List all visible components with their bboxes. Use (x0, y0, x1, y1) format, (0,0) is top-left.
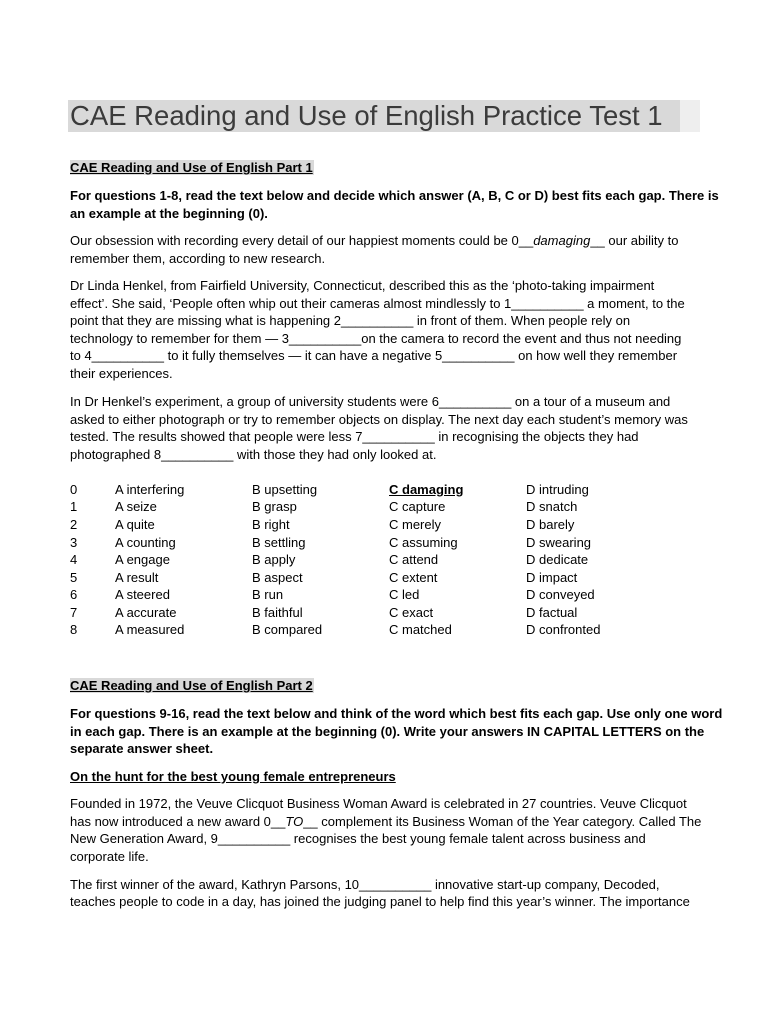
option-c: C capture (389, 499, 446, 514)
part1-paragraph-line: Dr Linda Henkel, from Fairfield University, Connecticut, described this as the ‘photo-taking impairment (70, 278, 655, 293)
part2-heading-line (70, 677, 702, 695)
part1-paragraph-line: to 4__________ to it fully themselves — it can have a negative 5__________ on how well they remember (70, 348, 678, 363)
part2-instructions-line: For questions 9-16, read the text below and think of the word which best fits each gap. Use only one word (70, 706, 723, 721)
option-b: B settling (252, 535, 306, 550)
question-number: 4 (70, 552, 78, 567)
document-title-block (68, 100, 700, 132)
example-answer: TO (285, 814, 304, 829)
option-c: C merely (389, 517, 442, 532)
question-number: 1 (70, 499, 78, 514)
example-answer: damaging (533, 233, 591, 248)
part1-paragraph-line (70, 232, 702, 250)
option-b: B run (252, 587, 284, 602)
options-row (70, 621, 670, 639)
options-row (70, 498, 670, 516)
option-a: A steered (115, 587, 170, 602)
text-segment: __ complement its Business Woman of the Year category. Called The (303, 814, 702, 829)
option-a: A seize (115, 499, 157, 514)
option-c-correct: C damaging (389, 482, 464, 497)
part1-paragraph-line: point that they are missing what is happening 2__________ in front of them. When people rely on (70, 313, 631, 328)
option-c: C exact (389, 605, 434, 620)
option-b: B grasp (252, 499, 297, 514)
part2-paragraph-line: corporate life. (70, 849, 149, 864)
part1-paragraph-line: effect’. She said, ‘People often whip out their cameras almost mindlessly to 1__________ a moment, to the (70, 296, 685, 311)
option-d: D conveyed (526, 587, 595, 602)
part2-paragraph-line: New Generation Award, 9__________ recognises the best young female talent across business and (70, 831, 646, 846)
part1-paragraph-line: remember them, according to new research. (70, 251, 326, 266)
option-b: B apply (252, 552, 296, 567)
text-segment: has now introduced a new award 0__ (70, 814, 286, 829)
option-d: D snatch (526, 499, 578, 514)
document-title: CAE Reading and Use of English Practice Test 1 (70, 100, 663, 131)
part2-paragraph-line: teaches people to code in a day, has joined the judging panel to help find this year’s winner. The importance (70, 894, 690, 909)
option-d: D swearing (526, 535, 592, 550)
options-row (70, 551, 670, 569)
option-d: D dedicate (526, 552, 589, 567)
article-title-line (70, 768, 702, 786)
option-d: D impact (526, 570, 578, 585)
option-d: D factual (526, 605, 578, 620)
part1-paragraph-line: tested. The results showed that people were less 7__________ in recognising the objects they had (70, 429, 639, 444)
option-d: D confronted (526, 622, 601, 637)
part2-paragraph-line: Founded in 1972, the Veuve Clicquot Business Woman Award is celebrated in 27 countries. Veuve Clicquot (70, 796, 687, 811)
part1-paragraph-line: their experiences. (70, 366, 173, 381)
part1-instructions-line: For questions 1-8, read the text below and decide which answer (A, B, C or D) best fits each gap. There is (70, 188, 719, 203)
question-number: 7 (70, 605, 78, 620)
question-number: 2 (70, 517, 78, 532)
option-a: A measured (115, 622, 185, 637)
text-segment: Our obsession with recording every detail of our happiest moments could be 0__ (70, 233, 534, 248)
options-row (70, 569, 670, 587)
option-a: A counting (115, 535, 176, 550)
article-title: On the hunt for the best young female entrepreneurs (70, 769, 396, 784)
option-b: B compared (252, 622, 323, 637)
question-number: 8 (70, 622, 78, 637)
question-number: 3 (70, 535, 78, 550)
option-c: C matched (389, 622, 452, 637)
option-b: B right (252, 517, 290, 532)
part1-paragraph-line: technology to remember for them — 3__________on the camera to record the event and thus not needing (70, 331, 682, 346)
part1-paragraph-line: asked to either photograph or try to remember objects on display. The next day each student’s memory was (70, 412, 688, 427)
question-number: 5 (70, 570, 78, 585)
option-b: B faithful (252, 605, 303, 620)
option-c: C led (389, 587, 420, 602)
option-a: A interfering (115, 482, 185, 497)
option-c: C assuming (389, 535, 458, 550)
part1-instructions-line: an example at the beginning (0). (70, 206, 268, 221)
option-d: D barely (526, 517, 575, 532)
part1-heading: CAE Reading and Use of English Part 1 (70, 160, 313, 175)
part2-instructions-line: separate answer sheet. (70, 741, 214, 756)
part1-heading-line (70, 159, 702, 177)
options-row (70, 586, 670, 604)
question-number: 6 (70, 587, 78, 602)
part2-paragraph-line: The first winner of the award, Kathryn Parsons, 10__________ innovative start-up company, Decoded, (70, 877, 660, 892)
options-row (70, 516, 670, 534)
part2-instructions-line: in each gap. There is an example at the beginning (0). Write your answers IN CAPITAL LETTERS on the (70, 724, 705, 739)
option-c: C attend (389, 552, 439, 567)
option-a: A quite (115, 517, 155, 532)
option-d: D intruding (526, 482, 589, 497)
part1-paragraph-line: In Dr Henkel’s experiment, a group of university students were 6__________ on a tour of a museum and (70, 394, 671, 409)
question-number: 0 (70, 482, 78, 497)
option-a: A accurate (115, 605, 177, 620)
options-row (70, 534, 670, 552)
option-a: A engage (115, 552, 170, 567)
option-b: B aspect (252, 570, 303, 585)
part2-heading: CAE Reading and Use of English Part 2 (70, 678, 313, 693)
part2-paragraph-line (70, 813, 702, 831)
text-segment: __ our ability to (590, 233, 679, 248)
options-row (70, 604, 670, 622)
option-c: C extent (389, 570, 438, 585)
options-row (70, 481, 670, 499)
option-b: B upsetting (252, 482, 318, 497)
part1-paragraph-line: photographed 8__________ with those they had only looked at. (70, 447, 437, 462)
option-a: A result (115, 570, 159, 585)
